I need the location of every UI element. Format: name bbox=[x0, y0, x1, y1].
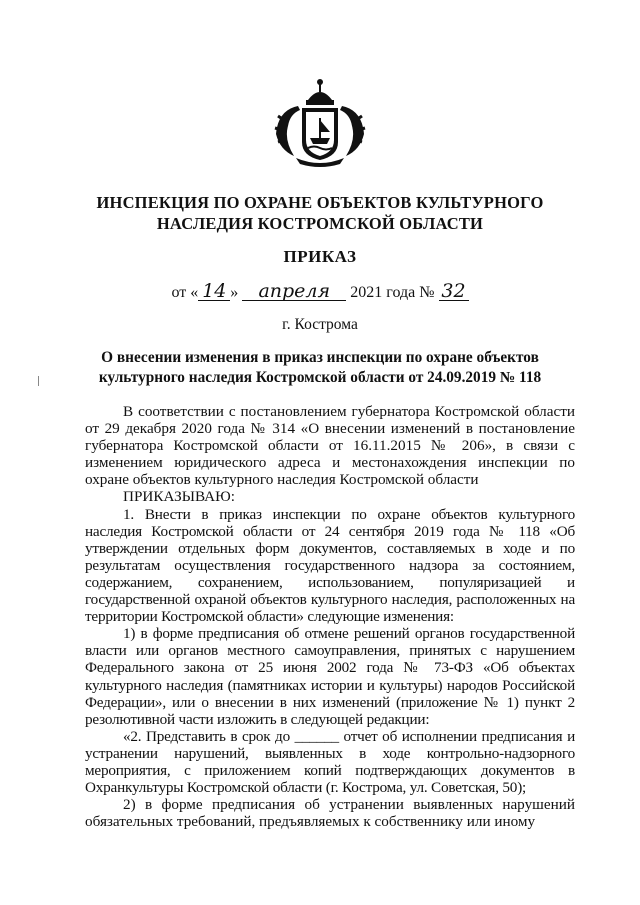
margin-mark bbox=[38, 376, 39, 386]
paragraph-item-1: 1. Внести в приказ инспекции по охране объектов культурного наследия Костромской области от 24 сентября 2019 года № 118 «Об утверждении отдельных форм документов, составляемых в ходе и по результатам осуществления государственного надзора за состоянием, содержанием, сохранением, использованием, популяризацией и государственной охраной объектов культурного наследия, расположенных на территории Костромской области» следующие изменения: bbox=[85, 505, 575, 626]
order-title: ПРИКАЗ bbox=[283, 247, 357, 266]
subject-line-2: культурного наследия Костромской области от 24.09.2019 № 118 bbox=[98, 369, 542, 386]
org-line-2: НАСЛЕДИЯ КОСТРОМСКОЙ ОБЛАСТИ bbox=[156, 214, 484, 233]
paragraph-preamble: В соответствии с постановлением губернатора Костромской области от 29 декабря 2020 года № 314 «О внесении изменений в постановление губернатора Костромской области от 16.11.2015 № 206», в связи с изменением юридического адреса и местонахождения инспекции по охране объектов культурного наследия Костромской области bbox=[85, 403, 575, 489]
date-prefix: от « bbox=[171, 284, 199, 301]
order-subject bbox=[0, 348, 640, 388]
paragraph-subitem-2: 2) в форме предписания об устранении выявленных нарушений обязательных требований, предъявляемых к собственнику или иному bbox=[85, 796, 575, 831]
coat-of-arms-icon bbox=[270, 70, 370, 170]
org-line-1: ИНСПЕКЦИЯ ПО ОХРАНЕ ОБЪЕКТОВ КУЛЬТУРНОГО bbox=[96, 193, 544, 212]
date-mid: » bbox=[230, 284, 239, 301]
document-body bbox=[85, 403, 575, 830]
date-month: апреля bbox=[242, 282, 346, 301]
organization-name bbox=[0, 192, 640, 234]
paragraph-order-word: ПРИКАЗЫВАЮ: bbox=[123, 488, 235, 506]
subject-line-1: О внесении изменения в приказ инспекции по охране объектов bbox=[101, 349, 539, 366]
date-day: 14 bbox=[198, 282, 230, 301]
paragraph-subitem-1: 1) в форме предписания об отмене решений органов государственной власти или органов местного самоуправления, принятых с нарушением Федерального закона от 25 июня 2002 года № 73-ФЗ «Об объектах культурного наследия (памятниках истории и культуры) народов Российской Федерации», или о внесении в них изменений (приложение № 1) пункт 2 резолютивной части изложить в следующей редакции: bbox=[85, 625, 575, 728]
paragraph-quote-2: «2. Представить в срок до ______ отчет об исполнении предписания и устранении нарушений, выявленных в ходе контрольно-надзорного мероприятия, с приложением копий подтверждающих документов в Охранкультуры Костромской области (г. Кострома, ул. Советская, 50); bbox=[85, 727, 575, 797]
order-number: 32 bbox=[439, 282, 469, 301]
city: г. Кострома bbox=[282, 316, 358, 333]
date-year: 2021 года № bbox=[350, 284, 435, 301]
order-date-line bbox=[0, 282, 640, 302]
